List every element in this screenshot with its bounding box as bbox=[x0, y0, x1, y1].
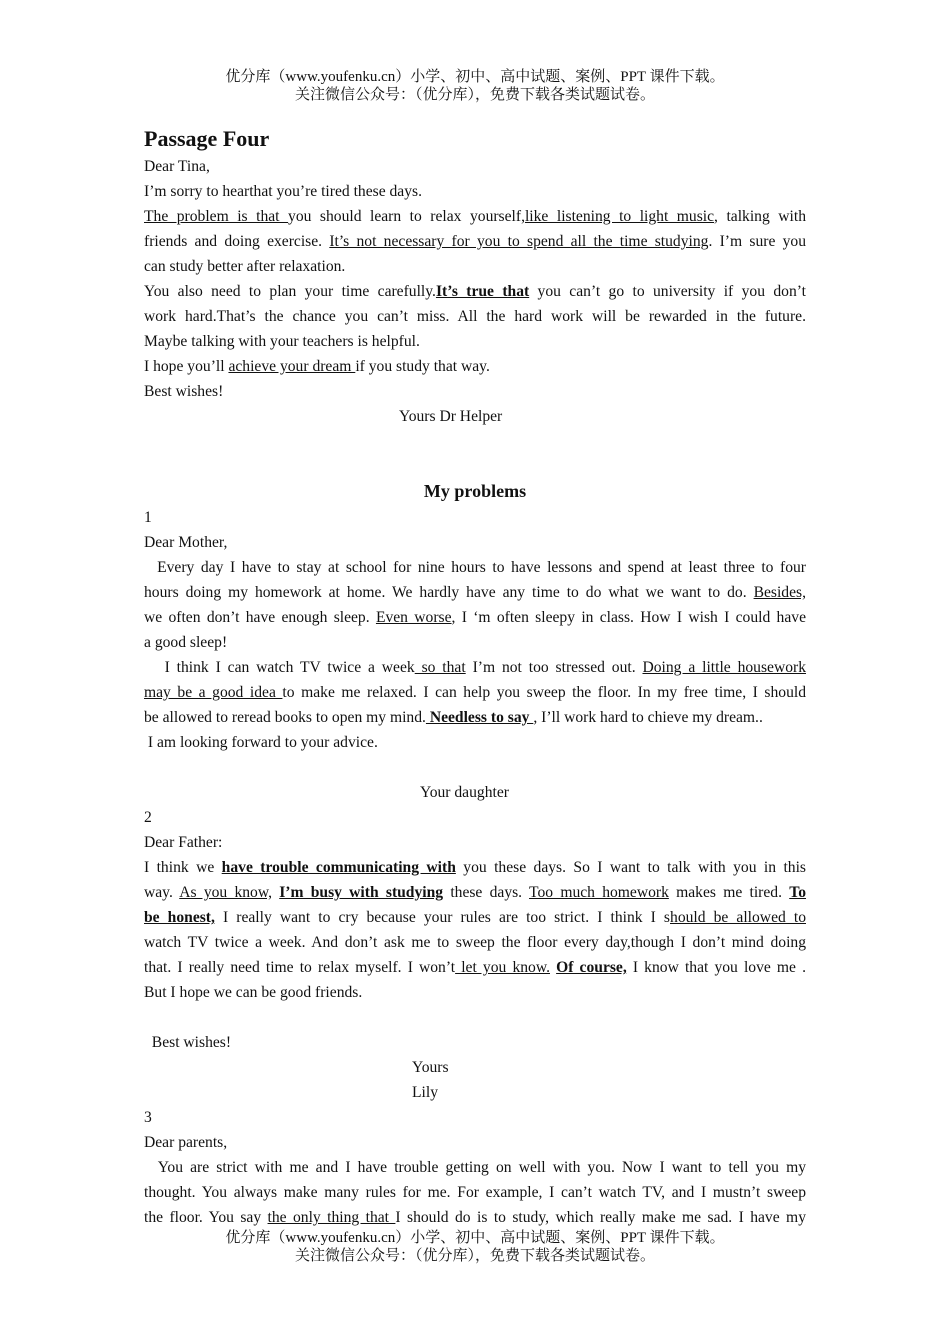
text-run: I’m not too stressed out. bbox=[465, 659, 643, 676]
text-line bbox=[144, 279, 806, 304]
text-line: can study better after relaxation. bbox=[144, 258, 346, 275]
text-line: Every day I have to stay at school for nine hours to have lessons and spend at least three to four bbox=[144, 559, 806, 576]
letter-signature: Your daughter bbox=[420, 784, 509, 801]
underlined-phrase: like listening to light music bbox=[524, 208, 715, 225]
text-run: . I’m sure you bbox=[708, 233, 807, 250]
text-line: You are strict with me and I have trouble getting on well with you. Now I want to tell you my bbox=[144, 1159, 806, 1176]
text-line bbox=[144, 354, 806, 379]
letter-number: 3 bbox=[144, 1109, 152, 1126]
bold-phrase: It’s true that bbox=[435, 283, 530, 300]
underlined-phrase: so that bbox=[414, 659, 466, 676]
text-line: watch TV twice a week. And don’t ask me to sweep the floor every day,though I don’t mind doing bbox=[144, 934, 806, 951]
letter-signature-name: Lily bbox=[412, 1084, 438, 1101]
letter-signature: Yours bbox=[412, 1059, 449, 1076]
text-run: we often don’t have enough sleep. bbox=[144, 609, 376, 626]
section-title bbox=[144, 479, 806, 505]
text-run: I know that you love me . bbox=[626, 959, 806, 976]
page-header bbox=[0, 68, 950, 104]
text-line: I am looking forward to your advice. bbox=[144, 734, 378, 751]
underlined-phrase: achieve your dream bbox=[228, 358, 356, 375]
text-line bbox=[144, 655, 806, 680]
text-line: a good sleep! bbox=[144, 634, 228, 651]
underlined-phrase: Doing a little housework bbox=[642, 659, 807, 676]
text-run: , I ‘m often sleepy in class. How I wish I could have bbox=[451, 609, 806, 626]
passage-title: Passage Four bbox=[144, 126, 270, 151]
text-line bbox=[144, 1205, 806, 1230]
underlined-phrase: the only thing that bbox=[267, 1209, 396, 1226]
footer-line-1: 优分库（www.youfenku.cn）小学、初中、高中试题、案例、PPT 课件下载。 bbox=[225, 1230, 725, 1246]
text-line bbox=[144, 905, 806, 930]
text-run: these days. bbox=[443, 884, 530, 901]
text-line bbox=[144, 855, 806, 880]
text-run: the floor. You say bbox=[144, 1209, 268, 1226]
text-line bbox=[144, 880, 806, 905]
footer-line-2: 关注微信公众号：（优分库），免费下载各类试题试卷。 bbox=[294, 1248, 655, 1264]
text-line: work hard.That’s the chance you can’t miss. All the hard work will be rewarded in the future. bbox=[144, 308, 806, 325]
text-line bbox=[144, 580, 806, 605]
letter-number: 1 bbox=[144, 509, 152, 526]
text-run: hours doing my homework at home. We hardly have any time to do what we want to do. bbox=[144, 584, 754, 601]
text-run: friends and doing exercise. bbox=[144, 233, 330, 250]
text-run: be allowed to reread books to open my mind. bbox=[144, 709, 426, 726]
bold-phrase: I’m busy with studying bbox=[279, 884, 444, 901]
text-line bbox=[144, 204, 806, 229]
section-title-text: My problems bbox=[423, 481, 527, 501]
text-run: you should learn to relax yourself, bbox=[288, 208, 525, 225]
text-line: But I hope we can be good friends. bbox=[144, 984, 363, 1001]
letter-greeting: Dear Tina, bbox=[144, 158, 210, 175]
text-run: to make me relaxed. I can help you sweep the floor. In my free time, I should bbox=[282, 684, 806, 701]
text-run: I should do is to study, which really make me sad. I have my bbox=[395, 1209, 806, 1226]
text-run: , talking with bbox=[714, 208, 806, 225]
underlined-phrase: Even worse bbox=[375, 609, 452, 626]
text-line bbox=[144, 229, 806, 254]
text-run: you these days. So I want to talk with you in this bbox=[455, 859, 806, 876]
letter-number: 2 bbox=[144, 809, 152, 826]
text-run: way. bbox=[144, 884, 180, 901]
text-line bbox=[144, 680, 806, 705]
text-run: I hope you’ll bbox=[144, 358, 229, 375]
text-run: I think we bbox=[144, 859, 222, 876]
spacer bbox=[144, 429, 806, 454]
text-run: that. I really need time to relax myself. I won’t bbox=[144, 959, 456, 976]
header-line-1: 优分库（www.youfenku.cn）小学、初中、高中试题、案例、PPT 课件下载。 bbox=[225, 69, 725, 85]
page-footer bbox=[0, 1229, 950, 1265]
text-line bbox=[144, 955, 806, 980]
bold-phrase: be honest, bbox=[144, 909, 215, 926]
letter-signature: Yours Dr Helper bbox=[399, 408, 503, 425]
underlined-phrase: may be a good idea bbox=[144, 684, 283, 701]
text-run: I think I can watch TV twice a week bbox=[144, 659, 415, 676]
letter-greeting: Dear parents, bbox=[144, 1134, 228, 1151]
underlined-phrase: Besides, bbox=[753, 584, 806, 601]
letter-closing: Best wishes! bbox=[144, 383, 224, 400]
underlined-phrase: It’s not necessary for you to spend all the time studying bbox=[329, 233, 709, 250]
bold-phrase: have trouble communicating with bbox=[221, 859, 456, 876]
underlined-phrase: hould be allowed to bbox=[670, 909, 806, 926]
underlined-phrase: As you know, bbox=[179, 884, 272, 901]
bold-phrase: To bbox=[789, 884, 806, 901]
text-run: makes me tired. bbox=[668, 884, 790, 901]
bold-phrase: Needless to say bbox=[425, 709, 534, 726]
text-line: I’m sorry to hearthat you’re tired these days. bbox=[144, 183, 422, 200]
text-run: You also need to plan your time carefully. bbox=[144, 283, 436, 300]
spacer bbox=[144, 755, 806, 780]
text-run: , I’ll work hard to chieve my dream.. bbox=[533, 709, 763, 726]
header-line-2: 关注微信公众号：（优分库），免费下载各类试题试卷。 bbox=[294, 87, 655, 103]
spacer bbox=[144, 1005, 806, 1030]
letter-greeting: Dear Father: bbox=[144, 834, 223, 851]
underlined-phrase: Too much homework bbox=[529, 884, 669, 901]
text-line: thought. You always make many rules for me. For example, I can’t watch TV, and I mustn’t sweep bbox=[144, 1184, 806, 1201]
underlined-phrase: let you know. bbox=[455, 959, 550, 976]
letter-closing: Best wishes! bbox=[144, 1034, 232, 1051]
text-line bbox=[144, 605, 806, 630]
letter-greeting: Dear Mother, bbox=[144, 534, 228, 551]
text-line: Maybe talking with your teachers is helpful. bbox=[144, 333, 420, 350]
text-line bbox=[144, 705, 806, 730]
text-run: I really want to cry because your rules are too strict. I think I s bbox=[214, 909, 671, 926]
underlined-phrase: The problem is that bbox=[144, 208, 289, 225]
bold-phrase: Of course, bbox=[556, 959, 627, 976]
spacer bbox=[144, 454, 806, 479]
text-run: you can’t go to university if you don’t bbox=[529, 283, 806, 300]
document-body bbox=[144, 124, 806, 1230]
text-run: if you study that way. bbox=[355, 358, 490, 375]
